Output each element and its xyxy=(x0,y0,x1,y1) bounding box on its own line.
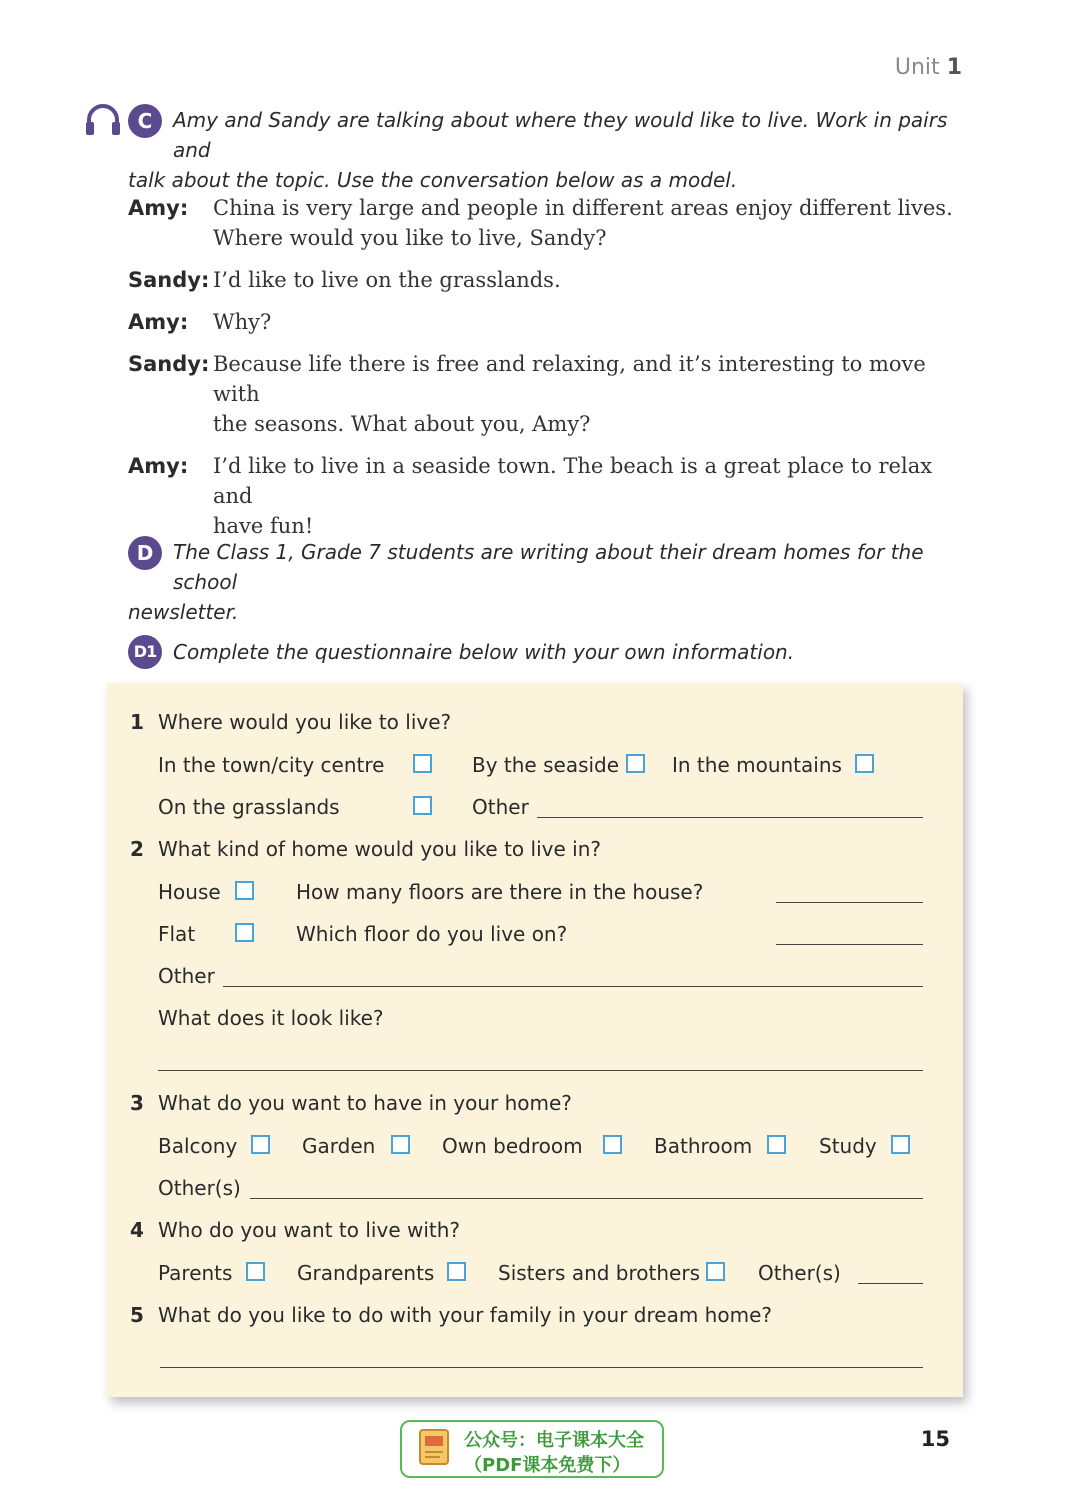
question-5-text: What do you like to do with your family in your dream home? xyxy=(158,1303,772,1327)
watermark-stamp xyxy=(400,1420,664,1478)
option-siblings-checkbox[interactable] xyxy=(706,1262,725,1281)
option-garden-label: Garden xyxy=(302,1134,376,1158)
other-answer-line[interactable] xyxy=(537,817,923,818)
question-number: 5 xyxy=(130,1303,144,1327)
question-number: 4 xyxy=(130,1218,144,1242)
option-siblings-label: Sisters and brothers xyxy=(498,1261,700,1285)
option-bedroom-label: Own bedroom xyxy=(442,1134,583,1158)
option-bathroom-label: Bathroom xyxy=(654,1134,753,1158)
section-d-instruction xyxy=(128,537,988,627)
others-answer-line[interactable] xyxy=(858,1283,923,1284)
dialogue-line xyxy=(128,307,968,337)
section-c-badge: C xyxy=(128,104,162,138)
speaker-name: Amy: xyxy=(128,196,189,220)
speaker-name: Sandy: xyxy=(128,352,210,376)
option-grasslands-label: On the grasslands xyxy=(158,795,340,819)
section-d-instruction-line2: newsletter. xyxy=(128,600,239,624)
option-house-label: House xyxy=(158,880,221,904)
option-town-label: In the town/city centre xyxy=(158,753,385,777)
speaker-name: Amy: xyxy=(128,310,189,334)
option-house-checkbox[interactable] xyxy=(235,881,254,900)
utterance: I’d like to live in a seaside town. The beach is a great place to relax and have fun! xyxy=(213,454,933,538)
speaker-name: Amy: xyxy=(128,454,189,478)
dialogue-line xyxy=(128,193,968,253)
option-flat-checkbox[interactable] xyxy=(235,923,254,942)
unit-number: 1 xyxy=(946,55,962,80)
dialogue-line xyxy=(128,451,968,541)
option-seaside-label: By the seaside xyxy=(472,753,620,777)
question-number: 3 xyxy=(130,1091,144,1115)
floors-answer-line[interactable] xyxy=(776,902,923,903)
section-c-instruction-line1: Amy and Sandy are talking about where they would like to live. Work in pairs and xyxy=(173,108,948,162)
option-mountains-checkbox[interactable] xyxy=(855,754,874,773)
option-others-label: Other(s) xyxy=(158,1176,241,1200)
look-question: What does it look like? xyxy=(158,1006,384,1030)
section-d-badge: D xyxy=(128,536,162,570)
section-d1-instruction: Complete the questionnaire below with your own information. xyxy=(173,640,795,664)
look-answer-line[interactable] xyxy=(158,1070,923,1071)
option-grandparents-label: Grandparents xyxy=(297,1261,435,1285)
section-c-instruction-line2: talk about the topic. Use the conversation below as a model. xyxy=(128,168,738,192)
question-4-text: Who do you want to live with? xyxy=(158,1218,461,1242)
q5-answer-line[interactable] xyxy=(160,1367,923,1368)
option-grandparents-checkbox[interactable] xyxy=(447,1262,466,1281)
option-town-checkbox[interactable] xyxy=(413,754,432,773)
dialogue-line xyxy=(128,265,968,295)
watermark-line1: 公众号：电子课本大全 xyxy=(464,1430,644,1451)
option-seaside-checkbox[interactable] xyxy=(626,754,645,773)
question-3-text: What do you want to have in your home? xyxy=(158,1091,572,1115)
other-answer-line[interactable] xyxy=(223,986,923,987)
utterance: I’d like to live on the grasslands. xyxy=(213,268,561,292)
option-other-label: Other xyxy=(472,795,529,819)
option-study-label: Study xyxy=(819,1134,877,1158)
option-parents-checkbox[interactable] xyxy=(246,1262,265,1281)
option-parents-label: Parents xyxy=(158,1261,233,1285)
watermark-line2: （PDF课本免费下） xyxy=(464,1455,631,1476)
option-balcony-label: Balcony xyxy=(158,1134,238,1158)
question-number: 1 xyxy=(130,710,144,734)
section-d1-badge: D1 xyxy=(128,635,162,669)
option-bathroom-checkbox[interactable] xyxy=(767,1135,786,1154)
dialogue-line xyxy=(128,349,968,439)
page-number: 15 xyxy=(920,1427,950,1451)
floors-question: How many floors are there in the house? xyxy=(296,880,704,904)
speaker-name: Sandy: xyxy=(128,268,210,292)
section-d-instruction-line1: The Class 1, Grade 7 students are writing about their dream homes for the school xyxy=(173,540,924,594)
option-grasslands-checkbox[interactable] xyxy=(413,796,432,815)
option-flat-label: Flat xyxy=(158,922,196,946)
question-2-text: What kind of home would you like to live in? xyxy=(158,837,601,861)
book-icon xyxy=(416,1428,456,1474)
question-1-text: Where would you like to live? xyxy=(158,710,452,734)
option-others-label: Other(s) xyxy=(758,1261,841,1285)
utterance: Because life there is free and relaxing, and it’s interesting to move with the seasons. What about you, Amy? xyxy=(213,352,926,436)
option-study-checkbox[interactable] xyxy=(891,1135,910,1154)
headphones-icon xyxy=(84,103,122,141)
question-number: 2 xyxy=(130,837,144,861)
utterance: China is very large and people in different areas enjoy different lives. Where would you like to live, Sandy? xyxy=(213,196,953,250)
utterance: Why? xyxy=(213,310,272,334)
unit-label: Unit 1 xyxy=(894,55,962,80)
option-balcony-checkbox[interactable] xyxy=(251,1135,270,1154)
floor-answer-line[interactable] xyxy=(776,944,923,945)
section-c-instruction xyxy=(128,105,988,195)
option-mountains-label: In the mountains xyxy=(672,753,842,777)
option-other-label: Other xyxy=(158,964,215,988)
option-bedroom-checkbox[interactable] xyxy=(603,1135,622,1154)
floor-question: Which floor do you live on? xyxy=(296,922,568,946)
others-answer-line[interactable] xyxy=(250,1198,923,1199)
conversation xyxy=(128,193,968,553)
option-garden-checkbox[interactable] xyxy=(391,1135,410,1154)
questionnaire-box xyxy=(107,683,963,1397)
